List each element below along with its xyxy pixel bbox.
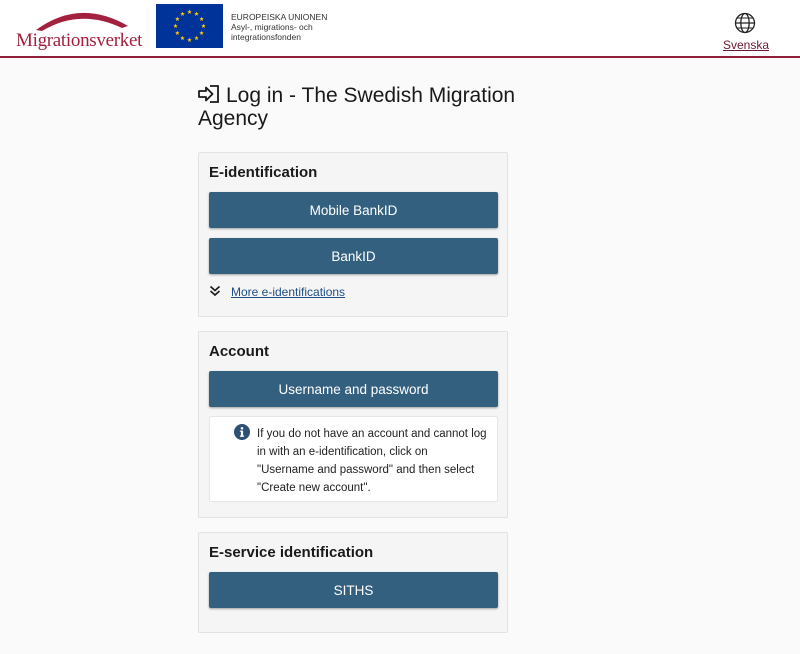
double-chevron-down-icon[interactable] <box>209 285 223 300</box>
more-e-identifications[interactable] <box>209 285 345 300</box>
eu-star-icon <box>199 17 204 21</box>
eu-line-2: Asyl-, migrations- och <box>231 22 313 32</box>
eu-flag <box>156 4 223 48</box>
login-arrow-icon <box>198 84 220 104</box>
eu-star-icon <box>180 11 185 15</box>
eu-star-icon <box>201 24 206 28</box>
eu-stars-icon <box>156 4 223 48</box>
eu-star-icon <box>180 36 185 40</box>
migrationsverket-logo[interactable] <box>16 4 148 50</box>
eu-star-icon <box>187 10 192 14</box>
more-e-identifications-link[interactable]: More e-identifications <box>231 285 346 299</box>
eu-star-icon <box>173 24 178 28</box>
info-icon <box>234 424 250 440</box>
mobile-bankid-button[interactable]: Mobile BankID <box>209 192 498 228</box>
account-panel <box>198 331 508 518</box>
eu-star-icon <box>194 11 199 15</box>
eu-line-1: EUROPEISKA UNIONEN <box>231 12 328 22</box>
eu-line-3: integrationsfonden <box>231 32 301 42</box>
language-link[interactable]: Svenska <box>723 38 770 52</box>
e-identification-panel <box>198 152 508 317</box>
page-title <box>198 84 528 130</box>
page-title-text: Log in - The Swedish Migration Agency <box>198 84 516 130</box>
account-heading: Account <box>209 343 269 360</box>
e-service-identification-heading: E-service identification <box>209 544 374 561</box>
eu-star-icon <box>175 17 180 21</box>
language-switcher[interactable] <box>723 12 770 52</box>
e-identification-heading: E-identification <box>209 164 318 181</box>
eu-star-icon <box>194 36 199 40</box>
eu-star-icon <box>199 31 204 35</box>
e-service-identification-panel <box>198 532 508 633</box>
bankid-button[interactable]: BankID <box>209 238 498 274</box>
account-info-text: If you do not have an account and cannot log in with an e-identification, click on "Username and password" and then select "Create new account". <box>257 428 487 494</box>
siths-button[interactable]: SITHS <box>209 572 498 608</box>
account-info-box <box>209 416 498 502</box>
eu-star-icon <box>187 38 192 42</box>
site-header <box>0 0 800 58</box>
eu-star-icon <box>175 31 180 35</box>
logo-text: Migrationsverket <box>16 30 143 51</box>
globe-icon[interactable] <box>734 12 756 34</box>
username-password-button[interactable]: Username and password <box>209 371 498 407</box>
eu-funding-text <box>231 12 341 42</box>
